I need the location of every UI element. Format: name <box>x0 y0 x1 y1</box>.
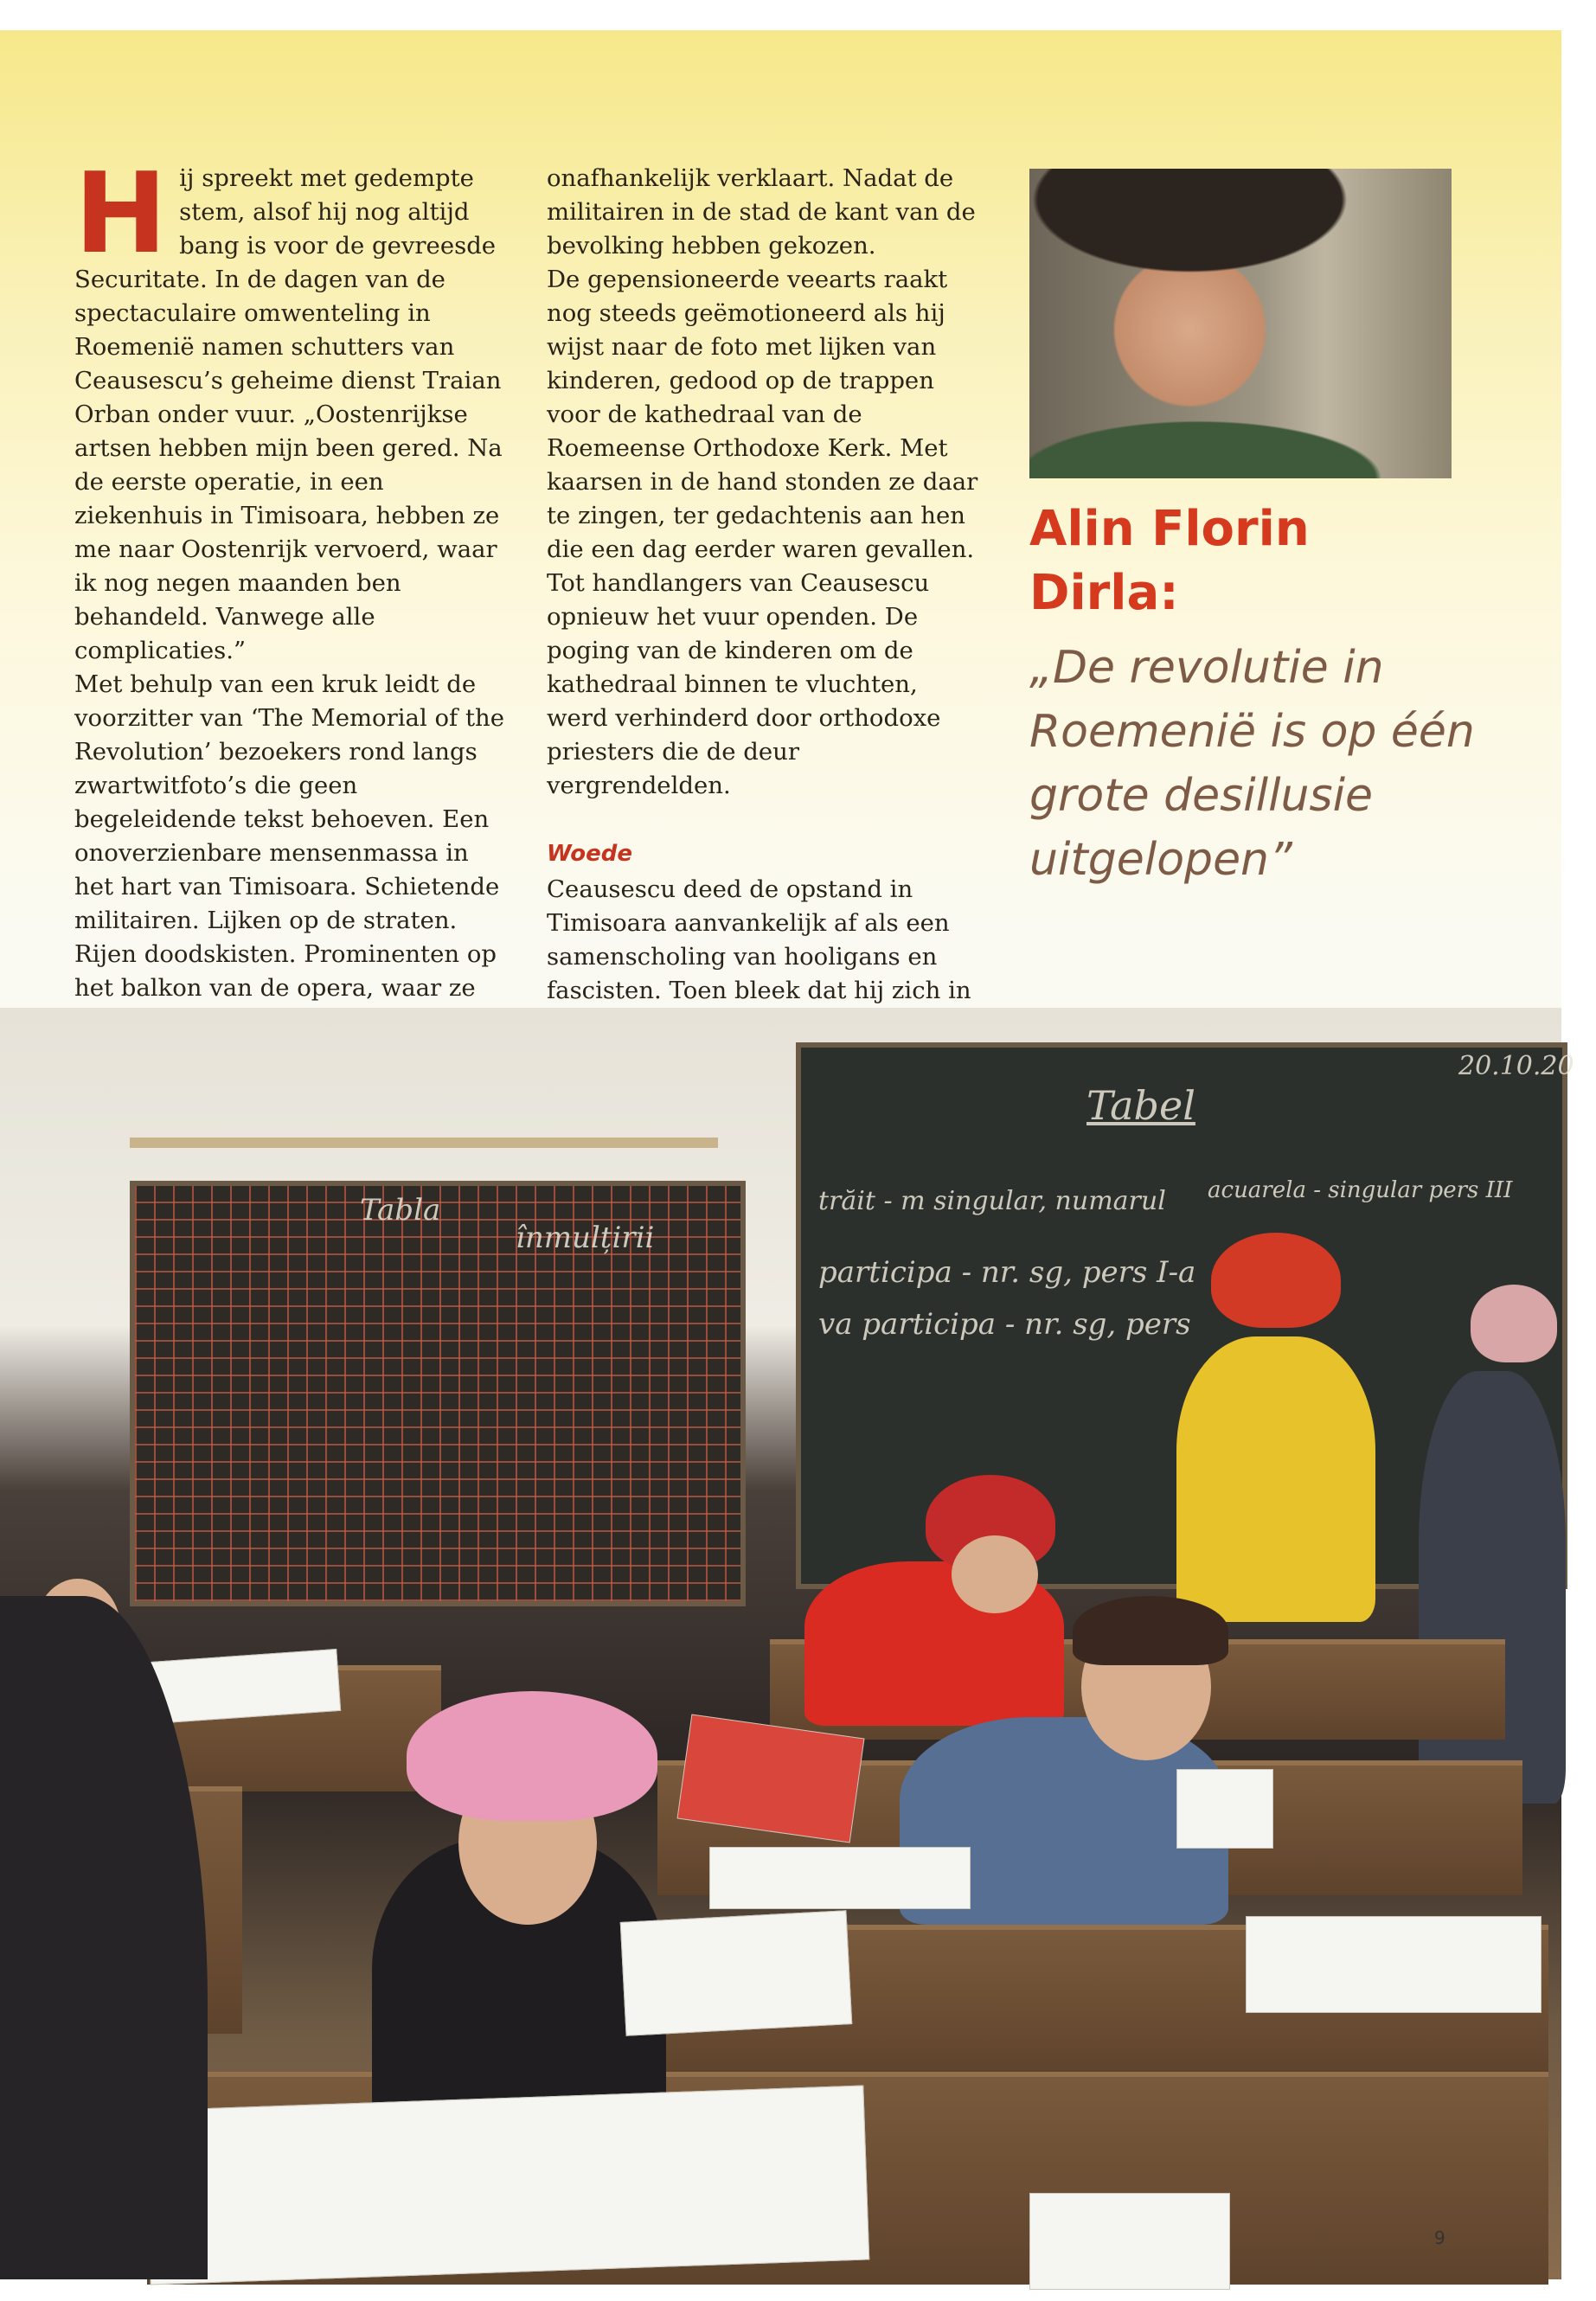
article-paragraph: Met behulp van een kruk leidt de voorzitter van ‘The Memorial of the Revolution’ bezoekers rond langs zwartwitfoto’s die geen begeleidende tekst behoeven. Een onoverzienbare mensenmassa in het hart van Timisoara. Schietende militairen. Lijken op de straten. Rijen doodskisten. Prominenten op het balkon van de opera, waar ze <box>74 670 504 1002</box>
article-column-2 <box>547 162 979 1042</box>
board-header: Tabla <box>360 1193 441 1227</box>
name-line: Alin Florin <box>1029 501 1310 557</box>
article-paragraph: De gepensioneerde veearts raakt nog steeds geëmotioneerd als hij wijst naar de foto met lijken van kinderen, gedood op de trappen voor de kathedraal van de Roemeense Orthodoxe Kerk. Met kaarsen in de hand stonden ze daar te zingen, ter gedachtenis aan hen die een dag eerder waren gevallen. Tot handlangers van Ceausescu opnieuw het vuur openden. De poging van de kinderen om de kathedraal binnen te vluchten, werd verhinderd door orthodoxe priesters die de deur vergrendelden. <box>547 266 978 799</box>
pink-hat <box>407 1691 657 1821</box>
notebook <box>709 1847 971 1909</box>
interviewee-name <box>1029 497 1514 625</box>
chalk-line: acuarela - singular pers III <box>1208 1177 1513 1203</box>
red-hat <box>1211 1233 1341 1328</box>
name-line: Dirla: <box>1029 565 1179 621</box>
child-face <box>952 1535 1038 1613</box>
notebook <box>620 1910 853 2036</box>
article-paragraph: onafhankelijk verklaart. Nadat de militairen in de stad de kant van de bevolking hebben gekozen. <box>547 164 976 260</box>
pull-quote: „De revolutie in Roemenië is op één grote desillusie uitgelopen” <box>1029 642 1475 886</box>
board-header: înmulțirii <box>516 1221 655 1255</box>
portrait-photo <box>1029 169 1452 478</box>
board-shelf <box>130 1138 718 1148</box>
article-column-1 <box>74 150 505 1106</box>
child-hair <box>1073 1596 1228 1665</box>
article-paragraph <box>74 150 505 668</box>
child-yellow-coat <box>1176 1336 1375 1622</box>
subheading: Woede <box>547 841 632 867</box>
multiplication-board <box>130 1181 746 1606</box>
drop-cap: H <box>74 150 168 279</box>
magazine-page <box>0 30 1574 2279</box>
page-number: 9 <box>1434 2227 1445 2248</box>
pink-hat <box>1471 1285 1557 1362</box>
notebook <box>144 2086 870 2285</box>
notebook <box>1176 1769 1273 1849</box>
chalk-title: Tabel <box>1086 1082 1195 1129</box>
classroom-photo <box>0 1008 1574 2279</box>
chalk-line: va participa - nr. sg, pers <box>818 1307 1191 1342</box>
chalk-date: 20.10.20 <box>1458 1051 1574 1081</box>
notebook <box>1029 2193 1230 2290</box>
article-text: ij spreekt met gedempte stem, alsof hij nog altijd bang is voor de gevreesde Securitate. In de dagen van de spectaculaire omwenteling in Roemenië namen schutters van Ceausescu’s geheime dienst Traian Orban onder vuur. „Oostenrijkse artsen hebben mijn been gered. Na de eerste operatie, in een ziekenhuis in Timisoara, hebben ze me naar Oostenrijk vervoerd, waar ik nog negen maanden ben behandeld. Vanwege alle complicaties.” <box>74 164 503 664</box>
chalk-line: participa - nr. sg, pers I-a <box>818 1255 1196 1290</box>
article-paragraph: Ceausescu deed de opstand in Timisoara aanvankelijk af als een samenscholing van hooligans en fascisten. Toen bleek dat hij zich in <box>547 875 971 1004</box>
notebook <box>1246 1916 1542 2013</box>
chalk-line: trăit - m singular, numarul <box>818 1186 1166 1216</box>
